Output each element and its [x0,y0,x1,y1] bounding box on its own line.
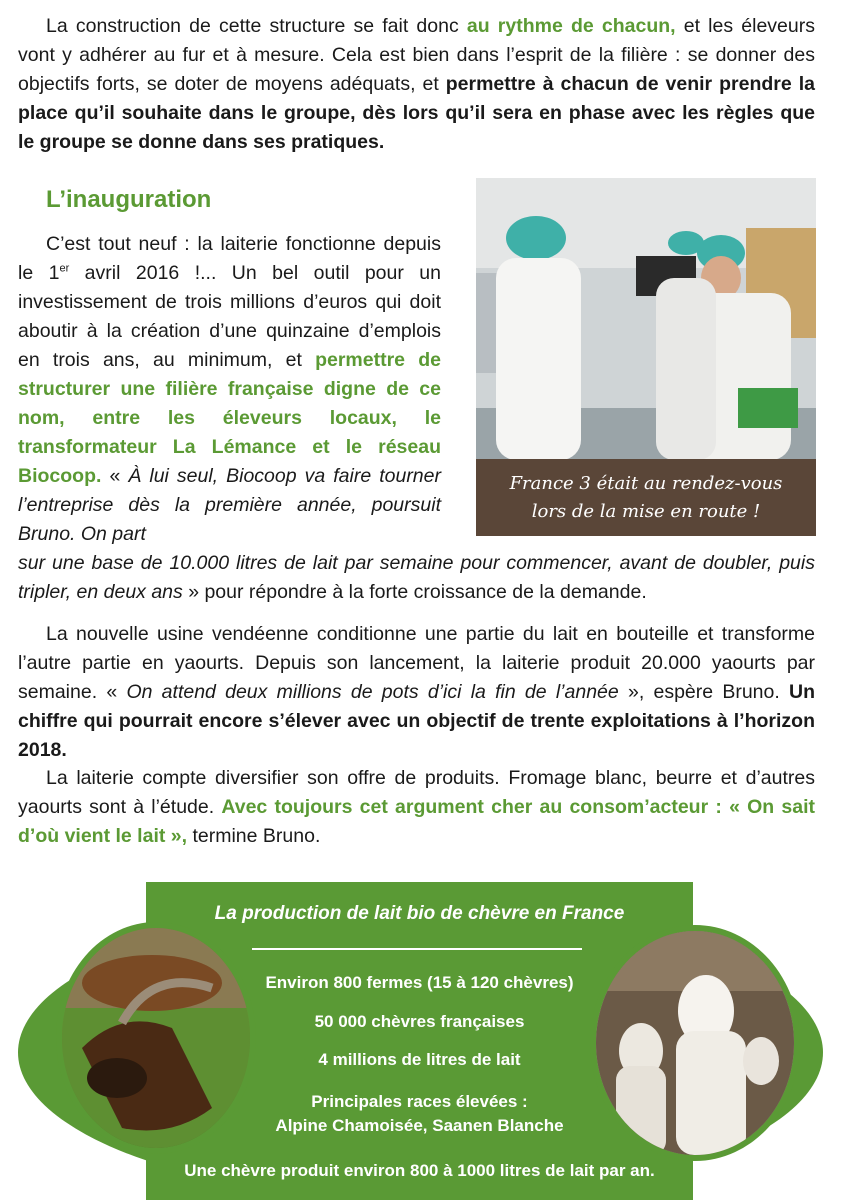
caption-line: lors de la mise en route ! [531,500,761,522]
stat-breeds-value: Alpine Chamoisée, Saanen Blanche [275,1116,564,1135]
inauguration-photo [476,178,816,460]
text-run: « [101,465,129,487]
highlight-text: au rythme de chacun, [466,15,676,37]
text-run: avril 2016 !... Un bel outil pour un investissement de trois millions d’euros qui doit aboutir à la création d’une quinzaine d’emplois en trois ans, au minimum, et [18,262,441,371]
inauguration-paragraph [18,230,441,549]
quote-text: À lui seul, Biocoop va faire tourner l’entreprise dès la première année, poursuit Bruno. On part [18,465,441,545]
stat-breeds-label: Principales races élevées : [311,1092,528,1111]
text-run: C’est tout neuf : la laiterie fonctionne depuis le 1 [18,233,441,284]
text-run: termine Bruno. [187,825,321,847]
text-run: et les éleveurs vont y adhérer au fur et à mesure. Cela est bien dans l’esprit de la filière : se donner des objectifs forts, se doter de moyens adéquats, et [18,15,815,95]
quote-text: sur une base de 10.000 litres de lait par semaine pour commencer, avant de doubler, puis tripler, en deux ans [18,552,815,603]
highlight-text: permettre de structurer une filière française digne de ce nom, entre les éleveurs locaux, le transformateur La Lémance et le réseau Biocoop. [18,349,441,487]
text-run: » pour répondre à la forte croissance de la demande. [182,581,647,603]
text-run: », espère Bruno. [618,681,790,703]
bold-text: Un chiffre qui pourrait encore s’élever avec un objectif de trente exploitations à l’horizon 2018. [18,681,816,761]
quote-text: On attend deux millions de pots d’ici la fin de l’année [126,681,619,703]
stat-breeds [146,1090,693,1138]
highlight-text: Avec toujours cet argument cher au consom’acteur : « On sait d’où vient le lait », [18,796,816,847]
text-run: La construction de cette structure se fait donc [46,15,467,37]
diversification-paragraph [18,764,815,851]
stats-title: La production de lait bio de chèvre en France [214,903,625,924]
text-run: La laiterie compte diversifier son offre de produits. Fromage blanc, beurre et d’autres yaourts sont à l’étude. [18,767,815,818]
photo-illustration [476,178,816,460]
caption-line: France 3 était au rendez-vous [509,472,783,494]
stat-milk-volume: 4 millions de litres de lait [318,1050,521,1069]
stats-divider [252,948,582,950]
stat-farms: Environ 800 fermes (15 à 120 chèvres) [265,973,574,992]
intro-paragraph [18,12,815,157]
stat-goats: 50 000 chèvres françaises [314,1012,525,1031]
section-heading: L’inauguration [46,186,212,213]
bold-text: permettre à chacun de venir prendre la place qu’il souhaite dans le groupe, dès lors qu’il sera en phase avec les règles que le groupe se donne dans ses pratiques. [18,73,815,153]
inauguration-paragraph-continued [18,549,815,607]
text-run: La nouvelle usine vendéenne conditionne une partie du lait en bouteille et transforme l’autre partie en yaourts. Depuis son lancement, la laiterie produit 20.000 yaourts par semaine. « [18,623,815,703]
factory-paragraph [18,620,815,765]
stat-yield-per-goat: Une chèvre produit environ 800 à 1000 litres de lait par an. [184,1161,655,1180]
photo-caption [476,459,816,536]
superscript: er [59,262,70,275]
